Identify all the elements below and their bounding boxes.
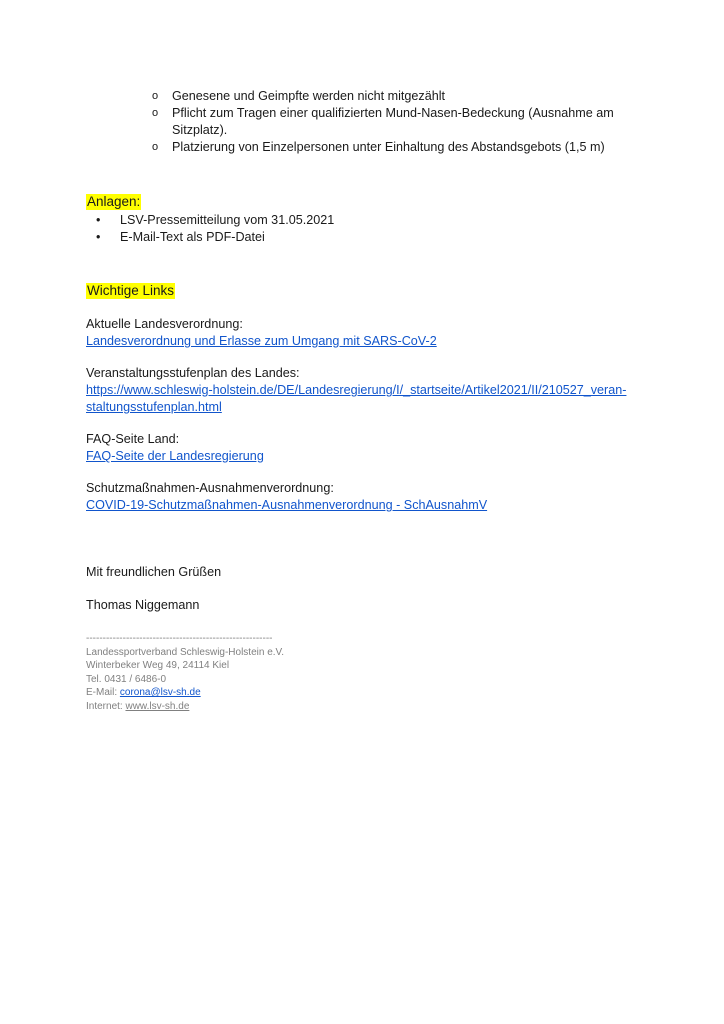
- links-heading: Wichtige Links: [87, 283, 175, 298]
- bullet-icon: •: [96, 230, 101, 244]
- list-item: • E-Mail-Text als PDF-Datei: [96, 230, 265, 244]
- landesverordnung-link[interactable]: Landesverordnung und Erlasse zum Umgang mit SARS-CoV-2: [86, 334, 437, 348]
- link-section-label: Schutzmaßnahmen-Ausnahmenverordnung:: [86, 481, 334, 495]
- list-item: o Genesene und Geimpfte werden nicht mitgezählt: [152, 89, 446, 103]
- link-section-ausnahmen: [86, 480, 487, 514]
- footer-email-line: E-Mail: corona@lsv-sh.de: [86, 687, 201, 698]
- sub-bullet-list: [152, 88, 632, 156]
- signature-name: Thomas Niggemann: [86, 598, 200, 612]
- footer-org: Landessportverband Schleswig-Holstein e.V.: [86, 646, 285, 658]
- footer-address: Winterbeker Weg 49, 24114 Kiel: [86, 660, 230, 671]
- list-item: o Platzierung von Einzelpersonen unter Einhaltung des Abstandsgebots (1,5 m): [152, 140, 605, 154]
- schausnahmv-link[interactable]: COVID-19-Schutzmaßnahmen-Ausnahmenverordnung - SchAusnahmV: [86, 498, 488, 512]
- link-section-faq: [86, 431, 264, 465]
- footer-internet-line: Internet: www.lsv-sh.de: [86, 700, 190, 712]
- bullet-icon: •: [96, 213, 101, 227]
- link-section-stufenplan: [86, 365, 626, 416]
- stufenplan-link[interactable]: https://www.schleswig-holstein.de/DE/Landesregierung/I/_startseite/Artikel2021/II/210527_veran- staltungsstufenplan.html: [86, 383, 627, 414]
- email-footer: [86, 632, 284, 713]
- footer-tel: Tel. 0431 / 6486-0: [86, 673, 167, 685]
- circle-bullet-icon: o: [152, 107, 159, 119]
- link-section-label: FAQ-Seite Land:: [86, 432, 180, 446]
- anlagen-list: [96, 212, 334, 246]
- list-item: o Pflicht zum Tragen einer qualifizierten Mund-Nasen-Bedeckung (Ausnahme am Sitzplatz).: [152, 106, 614, 137]
- website-link[interactable]: www.lsv-sh.de: [125, 700, 190, 712]
- link-section-label: Veranstaltungsstufenplan des Landes:: [86, 366, 300, 380]
- list-item: • LSV-Pressemitteilung vom 31.05.2021: [96, 213, 335, 227]
- circle-bullet-icon: o: [152, 90, 159, 102]
- email-link[interactable]: corona@lsv-sh.de: [119, 687, 201, 698]
- link-section-landesverordnung: [86, 316, 437, 350]
- faq-link[interactable]: FAQ-Seite der Landesregierung: [86, 449, 264, 463]
- circle-bullet-icon: o: [152, 141, 159, 153]
- closing-text: Mit freundlichen Grüßen: [86, 565, 222, 579]
- footer-separator: --------------------------------------------------------: [86, 633, 273, 644]
- link-section-label: Aktuelle Landesverordnung:: [86, 317, 243, 331]
- anlagen-heading: Anlagen:: [87, 194, 141, 209]
